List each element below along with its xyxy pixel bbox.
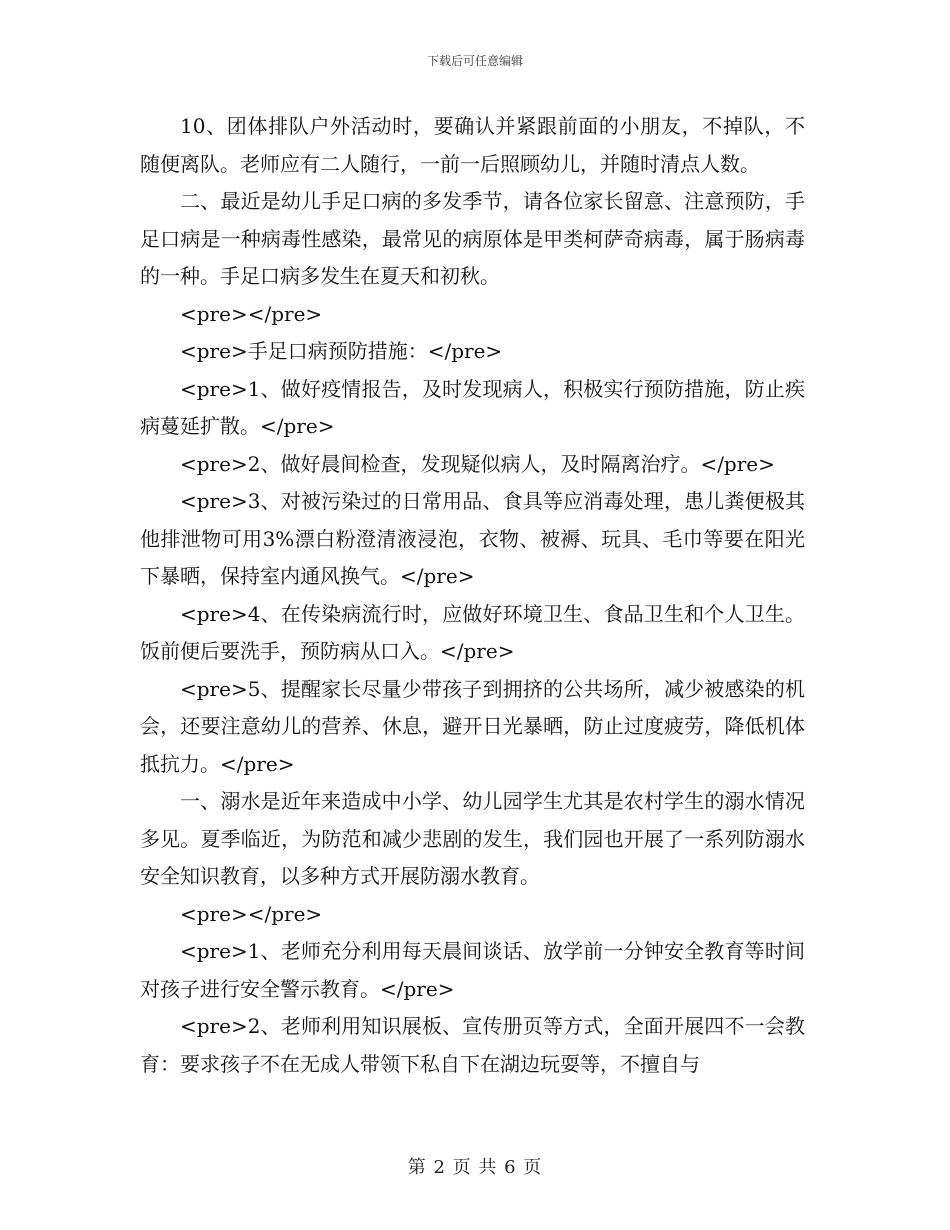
paragraph-4: <pre>手足口病预防措施：</pre> — [180, 339, 503, 363]
paragraph-6: <pre>2、做好晨间检查，发现疑似病人，及时隔离治疗。</pre> — [180, 451, 775, 476]
paragraph-9: <pre>5、提醒家长尽量少带孩子到拥挤的公共场所，减少被感染的机会，还要注意幼儿的营养、休息，避开日光暴晒，防止过度疲劳，降低机体抵抗力。</pre> — [140, 676, 805, 776]
paragraph-8: <pre>4、在传染病流行时，应做好环境卫生、食品卫生和个人卫生。饭前便后要洗手，预防病从口入。</pre> — [140, 601, 805, 663]
paragraph-3: <pre></pre> — [180, 301, 323, 326]
paragraph-12: <pre>1、老师充分利用每天晨间谈话、放学前一分钟安全教育等时间对孩子进行安全警示教育。</pre> — [140, 939, 805, 1001]
paragraph-2: 二、最近是幼儿手足口病的多发季节，请各位家长留意、注意预防，手足口病是一种病毒性感染，最常见的病原体是甲类柯萨奇病毒，属于肠病毒的一种。手足口病多发生在夏天和初秋。 — [140, 189, 805, 288]
paragraph-1: 10、团体排队户外活动时，要确认并紧跟前面的小朋友，不掉队，不随便离队。老师应有二人随行，一前一后照顾幼儿，并随时清点人数。 — [140, 114, 805, 176]
paragraph-13: <pre>2、老师利用知识展板、宣传册页等方式，全面开展四不一会教育：要求孩子不在无成人带领下私自下在湖边玩耍等，不擅自与 — [140, 1014, 805, 1076]
document-body — [140, 108, 805, 1083]
paragraph-5: <pre>1、做好疫情报告，及时发现病人，积极实行预防措施，防止疾病蔓延扩散。</pre> — [140, 376, 805, 438]
paragraph-7: <pre>3、对被污染过的日常用品、食具等应消毒处理，患儿粪便极其他排泄物可用3%漂白粉澄清液浸泡，衣物、被褥、玩具、毛巾等要在阳光下暴晒，保持室内通风换气。</pre> — [140, 489, 805, 588]
page-footer: 第 2 页 共 6 页 — [407, 1157, 543, 1178]
page-header: 下载后可任意编辑 — [426, 54, 523, 68]
paragraph-11: <pre></pre> — [180, 901, 323, 926]
paragraph-10: 一、溺水是近年来造成中小学、幼儿园学生尤其是农村学生的溺水情况多见。夏季临近，为防范和减少悲剧的发生，我们园也开展了一系列防溺水安全知识教育，以多种方式开展防溺水教育。 — [140, 789, 805, 888]
